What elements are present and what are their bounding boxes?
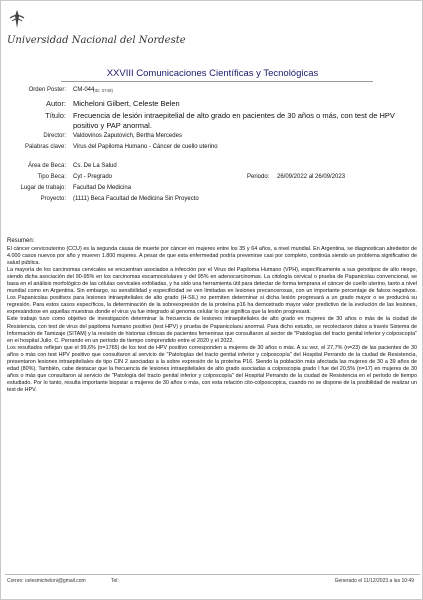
- titulo-label: Título:: [45, 111, 66, 120]
- footer-correo: Correo: celesmicheloni@gmail.com: [7, 578, 86, 584]
- palabras-clave-label: Palabras clave:: [24, 144, 66, 150]
- title-divider: [61, 81, 373, 82]
- university-name: Universidad Nacional del Nordeste: [7, 35, 186, 46]
- autor-value: Micheloni Gilbert, Celeste Belen: [73, 99, 180, 108]
- footer-tel: Tel:: [111, 578, 119, 584]
- footer-generado: Generado el 11/12/2023 a las 10:49: [334, 578, 414, 584]
- director-value: Valdovinos Zaputovich, Bertha Mercedes: [73, 133, 182, 139]
- resumen-body: [7, 246, 417, 394]
- university-seal-icon: [7, 9, 27, 29]
- proyecto-value: (1111) Beca Facultad de Medicina Sin Proyecto: [73, 196, 199, 202]
- resumen-paragraph: Los resultados reflejan que el 99,6% (n=1765) de los test de HPV positivo corresponden a mujeres de 30 años o más. A su vez, el 27,7% (n=23) de las pacientes de 30 años o más con test HPV positivo que consultaron al servicio de "Patologías del tracto genital inferior y colposcopía" del Hospital Perrando de la ciudad de Resistencia, presentaron lesiones intraepiteliales de tipo CIN 2 asociadas a la sobre expresión de la proteína P16. Siendo la población más afectada las mujeres de 30 a 39 años de edad (80%). También, cabe destacar que la frecuencia de lesiones intraepiteliales de alto grado asociadas a colposcopia grado I fue del 20,5% (n=17) en mujeres de 30 años o más que consultaron al servicio de "Patología del tracto genital inferior y colposcopía" del Hospital Perrando de la ciudad de Resistencia en el período de tiempo estudiado. Por lo tanto, resulta importante biopsiar a mujeres de 30 años o más, con esta relación cito-colposcopica, cuando no se dispone de la posibilidad de realizar un test de HPV.: [7, 344, 417, 393]
- periodo-label: Periodo:: [247, 174, 270, 180]
- titulo-line-1: Frecuencia de lesión intraepitelial de alto grado en pacientes de 30 años o más, con test de HPV: [73, 111, 395, 120]
- director-label: Director:: [43, 133, 66, 139]
- periodo-value: 26/09/2022 al 26/09/2023: [277, 174, 346, 180]
- orden-poster-value: CM-044: [73, 87, 95, 93]
- proyecto-label: Proyecto:: [40, 196, 66, 202]
- orden-poster-label: Orden Poster:: [28, 87, 66, 93]
- poster-id: (ID: 3749): [93, 88, 114, 93]
- tipo-beca-value: Cyt - Pregrado: [73, 174, 113, 180]
- resumen-paragraph: La mayoría de los carcinomas cervicales se encuentran asociados a infección por el Virus del Papiloma Humano (VPH), específicamente a sus genotipos de alto riesgo, siendo dicha asociación del 90-95% en los carcinomas escamocelulares y del 95% en adenocarcinomas. La citología cervical o prueba de Papanicolau convencional, se basa en el análisis morfológico de las células cervicales exfoliadas, y ha sido una herramienta útil para detectar de forma temprana el cáncer de cuello uterino, tanto a nivel mundial como en Argentina. Sin embargo, su sensibilidad y especificidad se ven limitadas en lesiones precancerosas, con un importante porcentaje de falsos negativos. Los Papanicolau positivos para lesiones intraepiteliales de alto grado (H-SIL) no permiten determinar si dicha lesión progresará a un grado mayor o se producirá su regresión. Para estos casos específicos, la determinación de la sobreexpresión de la proteína p16 ha demostrado mayor valor predictivo de la evolución de las lesiones, expresándose en aquellas muestras donde el virus ya fue integrado al genoma celular lo que significa que la lesión progresará.: [7, 267, 417, 316]
- tipo-beca-label: Tipo Beca:: [37, 174, 66, 180]
- titulo-line-2: positivo y PAP anormal.: [73, 121, 152, 130]
- resumen-label: Resumen:: [7, 238, 35, 244]
- lugar-trabajo-label: Lugar de trabajo:: [20, 185, 66, 191]
- lugar-trabajo-value: Facultad De Medicina: [73, 185, 132, 191]
- area-beca-label: Área de Beca:: [27, 163, 66, 169]
- resumen-paragraph: El cáncer cervicouterino (CCU) es la segunda causa de muerte por cáncer en mujeres entre los 35 y 64 años, a nivel mundial. En Argentina, se diagnostican alrededor de 4.000 casos nuevos por año y mueren 1.800 mujeres. A pesar de que esta enfermedad podría prevenirse casi por completo, continúa siendo un problema significativo de salud pública.: [7, 246, 417, 267]
- footer-divider: [5, 574, 420, 575]
- autor-label: Autor:: [45, 99, 66, 108]
- area-beca-value: Cs. De La Salud: [73, 163, 117, 169]
- conference-title: XXVIII Comunicaciones Científicas y Tecnológicas: [106, 68, 319, 79]
- resumen-paragraph: Este trabajo tuvo como objetivo de investigación determinar la frecuencia de lesiones intraepiteliales de alto grado en mujeres de 30 años o más de la ciudad de Resistencia, con test de virus del papiloma humano positivo (test HPV) y prueba de Papanicolaou anormal. Para dicho estudio, se recolectaron datos a través Sistema de Información de Tamizaje (SITAM) y la revisión de historias clínicas de pacientes femeninas que consultaron al sector de "Patologías del tracto genital inferior y colposcopía" en el hospital Julio. C. Perrando en un período de tiempo comprendido entre el 2020 y el 2022.: [7, 316, 417, 344]
- university-logo: [5, 9, 186, 49]
- palabras-clave-value: Virus del Papiloma Humano - Cáncer de cuello uterino: [73, 144, 218, 150]
